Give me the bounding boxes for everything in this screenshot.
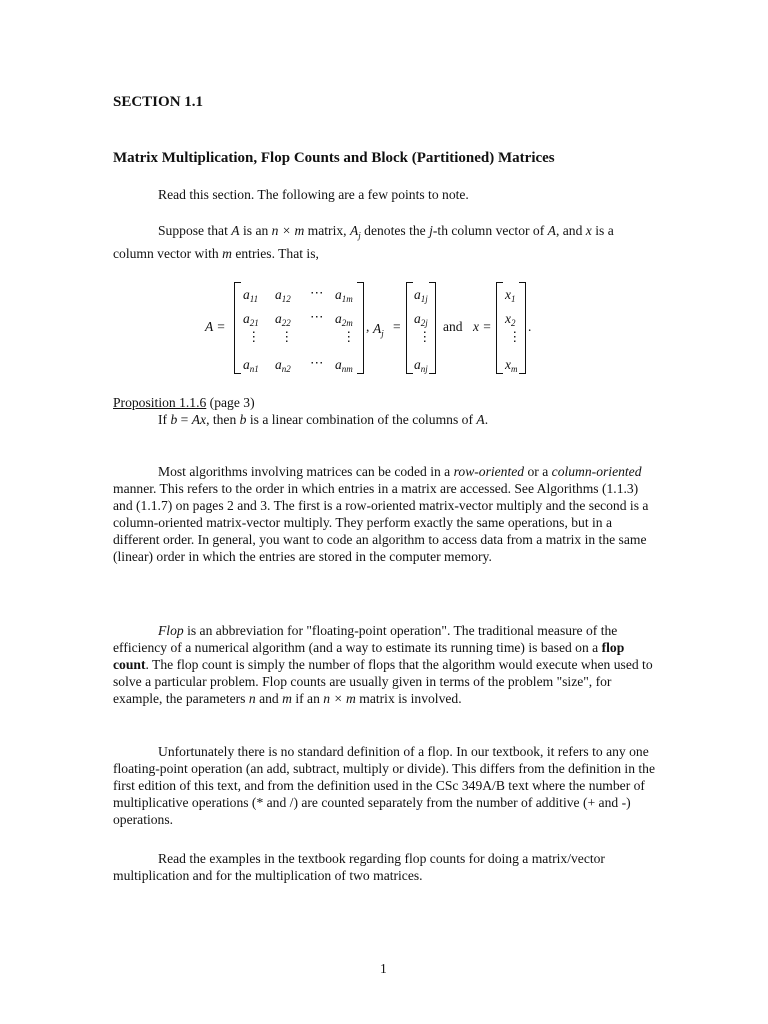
column-aj-cell: $a_{1j}$ (414, 287, 428, 304)
matrix-a-vdots: ⋮ (280, 329, 294, 344)
matrix-a-cdots: ⋯ (310, 285, 324, 300)
column-aj-label: $A_j$ (373, 321, 384, 339)
column-aj-left-bracket (406, 282, 413, 374)
vector-x-label: x = (473, 319, 492, 334)
matrix-definitions: A = $a_{11}$ $a_{12}$ ⋯ $a_{1m}$ $a_{21}$ $a_{22}$ ⋯ $a_{2m}$ ⋮ ⋮ ⋮ $a_{n1}$ $a_{n2}$ ⋯ $a_{nm}$ , $A_j$ = $a_{1j}$ $a_{2j}$ ⋮ $a_{nj}$ and x = $x_1$ $x_2$ ⋮ $x_m$ . (205, 280, 535, 376)
matrix-a-left-bracket (234, 282, 241, 374)
section-title: SECTION 1.1 (113, 94, 204, 110)
matrix-a-cdots: ⋯ (310, 309, 324, 324)
suppose-paragraph: Suppose that A is an n × m matrix, $A_j$ denotes the j-th column vector of A, and x is a column vector with m entries. That is, (113, 223, 614, 261)
vector-x-cell: $x_2$ (505, 311, 516, 328)
matrix-a-cell: $a_{n1}$ (243, 357, 259, 374)
matrix-a-cell: $a_{21}$ (243, 311, 259, 328)
matrix-a-cell: $a_{22}$ (275, 311, 291, 328)
matrix-a-label: A = (205, 319, 226, 334)
matrix-a-cell: $a_{n2}$ (275, 357, 291, 374)
column-aj-vdots: ⋮ (418, 329, 432, 344)
vector-x-right-bracket (519, 282, 526, 374)
matrix-a-right-bracket (357, 282, 364, 374)
matrix-a-vdots: ⋮ (247, 329, 261, 344)
proposition-heading: Proposition 1.1.6 (page 3) (113, 395, 255, 410)
page-number: 1 (380, 961, 387, 976)
intro-paragraph: Read this section. The following are a few points to note. (158, 187, 469, 202)
algorithms-paragraph: Most algorithms involving matrices can be coded in a row-oriented or a column-oriented manner. This refers to the order in which entries in a matrix are accessed. See Algorithms (1.1.3) and (1.1.7) on pages 2 and 3. The first is a row-oriented matrix-vector multiply and the second is a column-oriented matrix-vector multiply. They perform exactly the same operations, but in a different order. In general, you want to code an algorithm to access data from a matrix in the same (linear) order in which the entries are stored in the computer memory. (113, 464, 649, 564)
flop-paragraph: Flop is an abbreviation for "floating-point operation". The traditional measure of the efficiency of a numerical algorithm (and a way to estimate its running time) is based on a flop count. The flop count is simply the number of flops that the algorithm would execute when used to solve a particular problem. Flop counts are usually given in terms of the problem "size", for example, the parameters n and m if an n × m matrix is involved. (113, 623, 653, 706)
matrix-a-cell: $a_{12}$ (275, 287, 291, 304)
page-heading: Matrix Multiplication, Flop Counts and Block (Partitioned) Matrices (113, 150, 555, 166)
matrix-a-cell: $a_{2m}$ (335, 311, 353, 328)
matrix-a-cdots: ⋯ (310, 355, 324, 370)
definition-paragraph: Unfortunately there is no standard definition of a flop. In our textbook, it refers to any one floating-point operation (an add, subtract, multiply or divide). This differs from the definition in the first edition of this text, and from the definition used in the CSc 349A/B text where the number of multiplicative operations (* and /) are counted separately from the number of additive (+ and -) operations. (113, 744, 655, 827)
vector-x-cell: $x_1$ (505, 287, 516, 304)
column-aj-right-bracket (429, 282, 436, 374)
column-aj-cell: $a_{2j}$ (414, 311, 428, 328)
proposition-label: Proposition 1.1.6 (113, 395, 207, 410)
matrix-a-cell: $a_{nm}$ (335, 357, 353, 374)
matrix-a-cell: $a_{11}$ (243, 287, 259, 304)
matrix-a-cell: $a_{1m}$ (335, 287, 353, 304)
column-aj-cell: $a_{nj}$ (414, 357, 428, 374)
proposition-body: If b = Ax, then b is a linear combination of the columns of A. (158, 412, 489, 427)
matrix-a-vdots: ⋮ (342, 329, 356, 344)
examples-paragraph: Read the examples in the textbook regarding flop counts for doing a matrix/vector multiplication and for the multiplication of two matrices. (113, 851, 605, 883)
vector-x-left-bracket (496, 282, 503, 374)
vector-x-cell: $x_m$ (505, 357, 518, 374)
vector-x-vdots: ⋮ (508, 329, 522, 344)
